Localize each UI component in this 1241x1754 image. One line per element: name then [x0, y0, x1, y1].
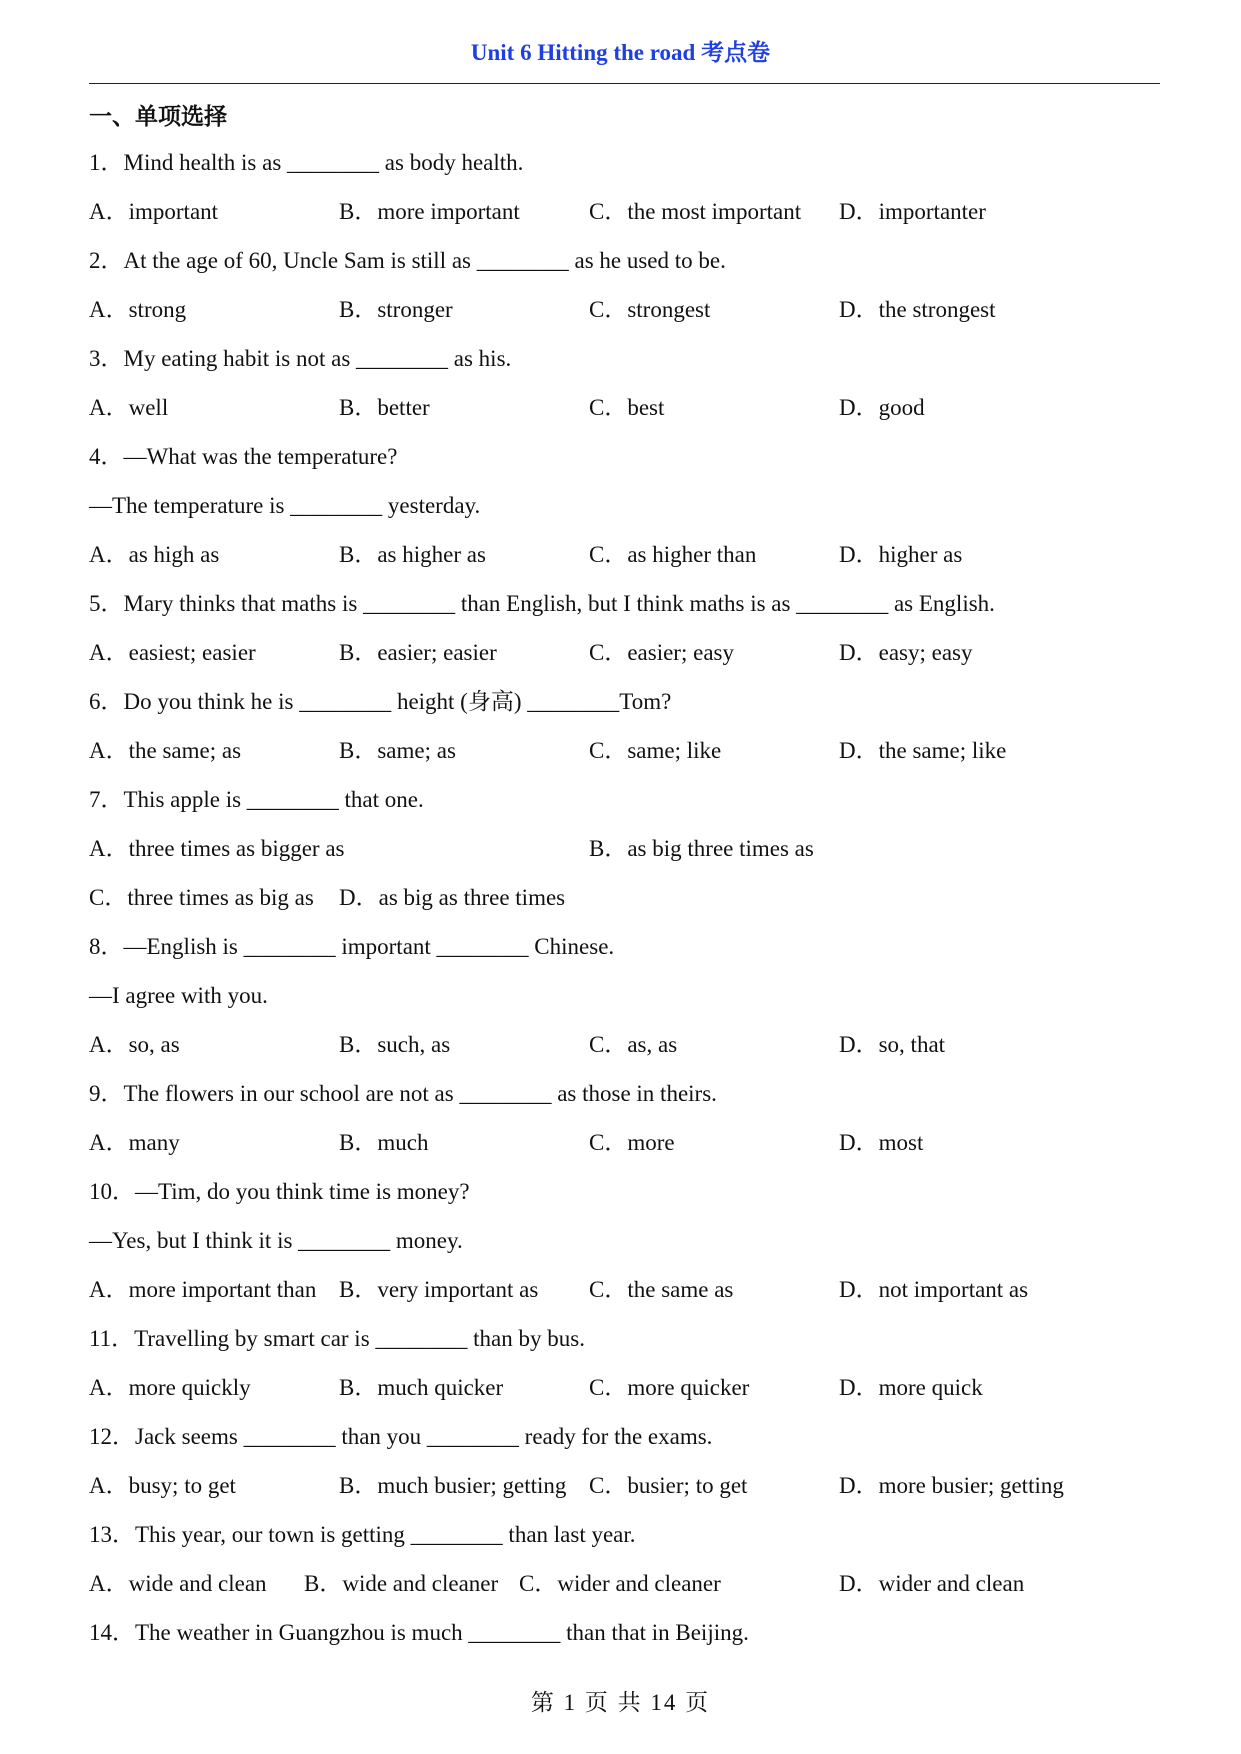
- answer-option[interactable]: D．the strongest: [839, 297, 996, 322]
- answer-option[interactable]: D．not important as: [839, 1277, 1029, 1302]
- answer-option[interactable]: A．busy; to get: [89, 1473, 236, 1498]
- answer-option[interactable]: A．so, as: [89, 1032, 180, 1057]
- answer-option[interactable]: A．three times as bigger as: [89, 836, 345, 861]
- question-stem: 5．Mary thinks that maths is ________ than English, but I think maths is as ________ as English.: [89, 591, 995, 616]
- option-row: [89, 1269, 1189, 1318]
- answer-option[interactable]: D．wider and clean: [839, 1571, 1025, 1596]
- question-stem: 8．—English is ________ important ________ Chinese.: [89, 934, 615, 959]
- option-row: [89, 191, 1189, 240]
- option-row: [89, 1465, 1189, 1514]
- answer-option[interactable]: D．higher as: [839, 542, 963, 567]
- question-stem: —I agree with you.: [89, 983, 268, 1008]
- answer-option[interactable]: A．the same; as: [89, 738, 242, 763]
- answer-option[interactable]: B．same; as: [339, 738, 456, 763]
- document-title: Unit 6 Hitting the road 考点卷: [470, 40, 771, 65]
- question-stem: 4．—What was the temperature?: [89, 444, 398, 469]
- page-number: 第 1 页 共 14 页: [530, 1690, 711, 1715]
- answer-option[interactable]: B．such, as: [339, 1032, 451, 1057]
- option-row: [89, 534, 1189, 583]
- question-stem: 3．My eating habit is not as ________ as his.: [89, 346, 512, 371]
- answer-option[interactable]: C．more quicker: [589, 1375, 750, 1400]
- answer-option[interactable]: A．many: [89, 1130, 180, 1155]
- answer-option[interactable]: B．much quicker: [339, 1375, 504, 1400]
- answer-option[interactable]: D．importanter: [839, 199, 986, 224]
- answer-option[interactable]: C．wider and cleaner: [519, 1571, 721, 1596]
- answer-option[interactable]: A．more quickly: [89, 1375, 251, 1400]
- answer-option[interactable]: C．strongest: [589, 297, 711, 322]
- question-stem: —The temperature is ________ yesterday.: [89, 493, 481, 518]
- answer-option[interactable]: B．easier; easier: [339, 640, 497, 665]
- answer-option[interactable]: B．as higher as: [339, 542, 486, 567]
- answer-option[interactable]: D．more busier; getting: [839, 1473, 1064, 1498]
- answer-option[interactable]: A．easiest; easier: [89, 640, 256, 665]
- answer-option[interactable]: C．as, as: [589, 1032, 678, 1057]
- answer-option[interactable]: B．wide and cleaner: [304, 1571, 499, 1596]
- answer-option[interactable]: C．the same as: [589, 1277, 734, 1302]
- answer-option[interactable]: D．most: [839, 1130, 924, 1155]
- question-stem: 7．This apple is ________ that one.: [89, 787, 424, 812]
- answer-option[interactable]: A．strong: [89, 297, 187, 322]
- question-stem: 1．Mind health is as ________ as body health.: [89, 150, 524, 175]
- question-stem: 11．Travelling by smart car is ________ than by bus.: [89, 1326, 585, 1351]
- question-stem: 2．At the age of 60, Uncle Sam is still as ________ as he used to be.: [89, 248, 726, 273]
- option-row: [89, 632, 1189, 681]
- answer-option[interactable]: B．better: [339, 395, 430, 420]
- answer-option[interactable]: A．wide and clean: [89, 1571, 267, 1596]
- answer-option[interactable]: C．the most important: [589, 199, 802, 224]
- answer-option[interactable]: C．easier; easy: [589, 640, 734, 665]
- question-stem: 12．Jack seems ________ than you ________ ready for the exams.: [89, 1424, 713, 1449]
- answer-option[interactable]: B．as big three times as: [589, 836, 814, 861]
- option-row: [89, 1024, 1189, 1073]
- question-stem: —Yes, but I think it is ________ money.: [89, 1228, 463, 1253]
- answer-option[interactable]: B．much busier; getting: [339, 1473, 567, 1498]
- answer-option[interactable]: C．busier; to get: [589, 1473, 748, 1498]
- option-row: [89, 387, 1189, 436]
- answer-option[interactable]: A．well: [89, 395, 169, 420]
- answer-option[interactable]: D．so, that: [839, 1032, 946, 1057]
- answer-option[interactable]: A．as high as: [89, 542, 220, 567]
- answer-option[interactable]: A．important: [89, 199, 219, 224]
- section-title: 一、单项选择: [89, 104, 227, 129]
- question-stem: 13．This year, our town is getting ________ than last year.: [89, 1522, 636, 1547]
- option-row: [89, 1122, 1189, 1171]
- answer-option[interactable]: D．more quick: [839, 1375, 983, 1400]
- question-stem: 10．—Tim, do you think time is money?: [89, 1179, 470, 1204]
- option-row: [89, 730, 1189, 779]
- header-divider: [89, 83, 1160, 84]
- answer-option[interactable]: B．much: [339, 1130, 429, 1155]
- answer-option[interactable]: B．more important: [339, 199, 520, 224]
- option-row: [89, 1367, 1189, 1416]
- question-list: [89, 142, 1189, 1661]
- option-row: [89, 1563, 1189, 1612]
- option-row: [89, 828, 1189, 877]
- question-stem: 14．The weather in Guangzhou is much ________ than that in Beijing.: [89, 1620, 749, 1645]
- answer-option[interactable]: C．same; like: [589, 738, 722, 763]
- question-stem: 9．The flowers in our school are not as ________ as those in theirs.: [89, 1081, 717, 1106]
- answer-option[interactable]: B．stronger: [339, 297, 453, 322]
- answer-option[interactable]: D．as big as three times: [339, 885, 566, 910]
- question-stem: 6．Do you think he is ________ height (身高) ________Tom?: [89, 689, 672, 714]
- answer-option[interactable]: D．easy; easy: [839, 640, 973, 665]
- answer-option[interactable]: B．very important as: [339, 1277, 539, 1302]
- answer-option[interactable]: C．more: [589, 1130, 675, 1155]
- answer-option[interactable]: C．best: [589, 395, 665, 420]
- answer-option[interactable]: A．more important than: [89, 1277, 317, 1302]
- answer-option[interactable]: C．as higher than: [589, 542, 757, 567]
- answer-option[interactable]: D．the same; like: [839, 738, 1007, 763]
- answer-option[interactable]: C．three times as big as: [89, 885, 314, 910]
- option-row: [89, 877, 1189, 926]
- answer-option[interactable]: D．good: [839, 395, 925, 420]
- option-row: [89, 289, 1189, 338]
